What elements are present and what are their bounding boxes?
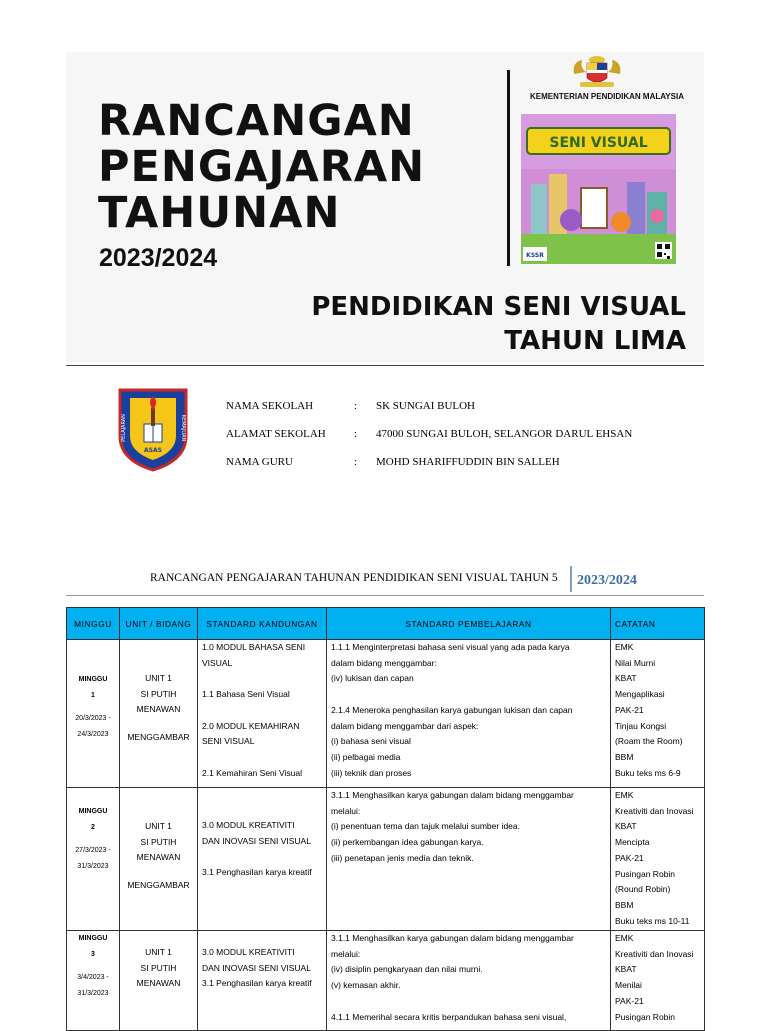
catatan-line: PAK-21: [615, 995, 644, 1006]
week-number: 2: [91, 823, 95, 831]
sk-line: SENI VISUAL: [202, 736, 255, 747]
catatan-line: Nilai Murni: [615, 657, 656, 668]
sk-line: 3.0 MODUL KREATIVITI: [202, 947, 295, 957]
unit-line: UNIT 1: [145, 673, 172, 683]
sp-line: (iv) lukisan dan capan: [331, 673, 414, 684]
catatan-line: Menilai: [615, 980, 642, 991]
info-label: NAMA SEKOLAH: [226, 400, 314, 412]
column-header-catatan: CATATAN: [611, 608, 705, 640]
sk-line: 1.0 MODUL BAHASA SENI: [202, 642, 306, 652]
unit-line: UNIT 1: [145, 821, 172, 831]
unit-line: SI PUTIH: [140, 688, 177, 699]
catatan-line: EMK: [615, 933, 634, 943]
sp-line: 2.1.4 Meneroka penghasilan karya gabungan lukisan dan capan: [331, 704, 573, 715]
sp-line: (i) bahasa seni visual: [331, 736, 411, 747]
sp-line: (iii) penetapan jenis media dan teknik.: [331, 852, 474, 863]
school-name-value: SK SUNGAI BULOH: [376, 400, 476, 412]
sk-line: [202, 849, 322, 865]
sp-line: dalam bidang menggambar dari aspek:: [331, 720, 479, 731]
info-label: ALAMAT SEKOLAH: [226, 428, 326, 440]
catatan-line: Kreativiti dan Inovasi: [615, 805, 694, 816]
column-header-unit-bidang: UNIT / BIDANG: [120, 608, 198, 640]
catatan-line: EMK: [615, 642, 634, 652]
catatan-line: (Roam the Room): [615, 736, 683, 747]
sp-line: 1.1.1 Menginterpretasi bahasa seni visual yang ada pada karya: [331, 642, 570, 652]
sp-line: dalam bidang menggambar:: [331, 657, 437, 668]
cover-year: 2023/2024: [99, 244, 218, 272]
unit-line: MENAWAN: [136, 978, 181, 989]
column-header-minggu: MINGGU: [67, 608, 120, 640]
sk-line: 1.1 Bahasa Seni Visual: [202, 689, 290, 700]
unit-line: SI PUTIH: [140, 962, 177, 973]
textbook-label: KSSR: [526, 252, 544, 259]
sk-line: VISUAL: [202, 657, 233, 668]
standard-pembelajaran-cell: [327, 788, 611, 931]
table-heading: RANCANGAN PENGAJARAN TAHUNAN PENDIDIKAN SENI VISUAL TAHUN 5: [150, 572, 558, 584]
catatan-line: Buku teks ms 10-11: [615, 915, 690, 926]
catatan-line: Kreativiti dan Inovasi: [615, 948, 694, 959]
unit-line: MENAWAN: [136, 704, 181, 715]
week-label: MINGGU: [78, 935, 108, 942]
sp-line: melalui:: [331, 948, 361, 959]
sp-line: 3.1.1 Menghasilkan karya gabungan dalam bidang menggambar: [331, 790, 574, 800]
sp-line: [331, 687, 606, 703]
catatan-line: KBAT: [615, 673, 637, 684]
sk-line: 3.0 MODUL KREATIVITI: [202, 820, 295, 830]
standard-kandungan-cell: [198, 788, 327, 931]
unit-line: SI PUTIH: [140, 836, 177, 847]
catatan-cell: [611, 931, 705, 1031]
cover-title-line: PENGAJARAN: [98, 142, 426, 192]
week-label: MINGGU: [78, 676, 108, 683]
school-logo-bottom-text: ASAS: [144, 447, 162, 454]
lesson-plan-table: [66, 607, 705, 1031]
school-address-value: 47000 SUNGAI BULOH, SELANGOR DARUL EHSAN: [376, 428, 633, 440]
catatan-cell: [611, 788, 705, 931]
info-label: NAMA GURU: [226, 456, 293, 468]
sp-line: 3.1.1 Menghasilkan karya gabungan dalam bidang menggambar: [331, 933, 574, 943]
unit-line: UNIT 1: [145, 947, 172, 957]
catatan-line: EMK: [615, 790, 634, 800]
week-date: 20/3/2023 -: [75, 715, 111, 723]
catatan-line: Pusingan Robin: [615, 1011, 676, 1022]
standard-kandungan-cell: [198, 640, 327, 788]
sk-line: 2.1 Kemahiran Seni Visual: [202, 767, 303, 778]
sk-line: 3.1 Penghasilan karya kreatif: [202, 867, 312, 878]
catatan-line: Mengaplikasi: [615, 689, 665, 700]
sp-line: [331, 994, 606, 1010]
table-header-row: [67, 608, 705, 640]
unit-cell: [120, 640, 198, 788]
table-row: [67, 931, 705, 1031]
minggu-cell: [67, 931, 120, 1031]
sp-line: (ii) perkembangan idea gabungan karya.: [331, 837, 484, 848]
bidang-label: MENGGAMBAR: [127, 880, 190, 891]
minggu-cell: [67, 640, 120, 788]
school-logo-left-text: PELAJARAN: [121, 414, 127, 442]
unit-line: MENAWAN: [136, 852, 181, 863]
sp-line: (iii) teknik dan proses: [331, 767, 412, 778]
table-heading-rule: [66, 595, 704, 596]
catatan-line: PAK-21: [615, 704, 644, 715]
column-header-standard-kandungan: STANDARD KANDUNGAN: [198, 608, 327, 640]
ministry-crest-icon: [570, 54, 624, 90]
standard-pembelajaran-cell: [327, 931, 611, 1031]
sk-line: DAN INOVASI SENI VISUAL: [202, 835, 311, 846]
sp-line: melalui:: [331, 805, 361, 816]
ministry-name: KEMENTERIAN PENDIDIKAN MALAYSIA: [530, 92, 684, 101]
week-date: 31/3/2023: [77, 990, 109, 998]
sk-line: 2.0 MODUL KEMAHIRAN: [202, 720, 300, 731]
sp-line: (i) penentuan tema dan tajuk melalui sumber idea.: [331, 821, 520, 832]
subject-line: PENDIDIKAN SENI VISUAL: [311, 292, 686, 322]
catatan-line: Pusingan Robin: [615, 868, 676, 879]
table-heading-year: 2023/2024: [570, 566, 637, 592]
info-colon: :: [354, 456, 358, 468]
cover-title: [98, 98, 425, 236]
minggu-cell: [67, 788, 120, 931]
catatan-line: KBAT: [615, 964, 637, 975]
catatan-line: (Round Robin): [615, 884, 671, 895]
catatan-line: Tinjau Kongsi: [615, 720, 667, 731]
catatan-line: BBM: [615, 751, 634, 762]
table-row: [67, 788, 705, 931]
week-label: MINGGU: [78, 808, 108, 815]
catatan-line: PAK-21: [615, 852, 644, 863]
cover-separator: [66, 365, 704, 366]
cover-banner: [66, 52, 704, 362]
subject-title: [311, 290, 686, 358]
sp-line: 4.1.1 Memerihal secara kritis berpandukan bahasa seni visual,: [331, 1011, 567, 1022]
cover-title-line: RANCANGAN: [98, 96, 415, 146]
school-logo-icon: [116, 386, 190, 472]
catatan-line: Buku teks ms 6-9: [615, 767, 681, 778]
info-colon: :: [354, 400, 358, 412]
table-row: [67, 640, 705, 788]
textbook-title: SENI VISUAL: [549, 135, 648, 151]
school-logo-right-text: KEMAJUAN: [180, 414, 186, 442]
info-colon: :: [354, 428, 358, 440]
sp-line: (ii) pelbagai media: [331, 751, 401, 762]
week-date: 3/4/2023 -: [77, 974, 109, 982]
cover-divider: [507, 70, 510, 266]
week-date: 24/3/2023: [77, 731, 109, 739]
catatan-line: KBAT: [615, 821, 637, 832]
unit-cell: [120, 931, 198, 1031]
unit-cell: [120, 788, 198, 931]
catatan-line: Mencipta: [615, 837, 650, 848]
catatan-line: BBM: [615, 899, 634, 910]
week-date: 27/3/2023 -: [75, 847, 111, 855]
sk-line: 3.1 Penghasilan karya kreatif: [202, 978, 312, 989]
week-number: 3: [91, 950, 95, 958]
sp-line: (iv) disiplin pengkaryaan dan nilai murni.: [331, 964, 483, 975]
sp-line: (v) kemasan akhir.: [331, 980, 401, 991]
column-header-standard-pembelajaran: STANDARD PEMBELAJARAN: [327, 608, 611, 640]
standard-kandungan-cell: [198, 931, 327, 1031]
sk-line: DAN INOVASI SENI VISUAL: [202, 962, 311, 973]
sk-line: [202, 750, 322, 766]
textbook-cover-image: [521, 114, 676, 264]
sk-line: [202, 671, 322, 687]
week-date: 31/3/2023: [77, 863, 109, 871]
teacher-name-value: MOHD SHARIFFUDDIN BIN SALLEH: [376, 456, 560, 468]
bidang-label: MENGGAMBAR: [127, 732, 190, 743]
cover-title-line: TAHUNAN: [98, 188, 341, 238]
week-number: 1: [91, 691, 95, 699]
catatan-cell: [611, 640, 705, 788]
subject-line: TAHUN LIMA: [504, 326, 686, 356]
sk-line: [202, 703, 322, 719]
standard-pembelajaran-cell: [327, 640, 611, 788]
